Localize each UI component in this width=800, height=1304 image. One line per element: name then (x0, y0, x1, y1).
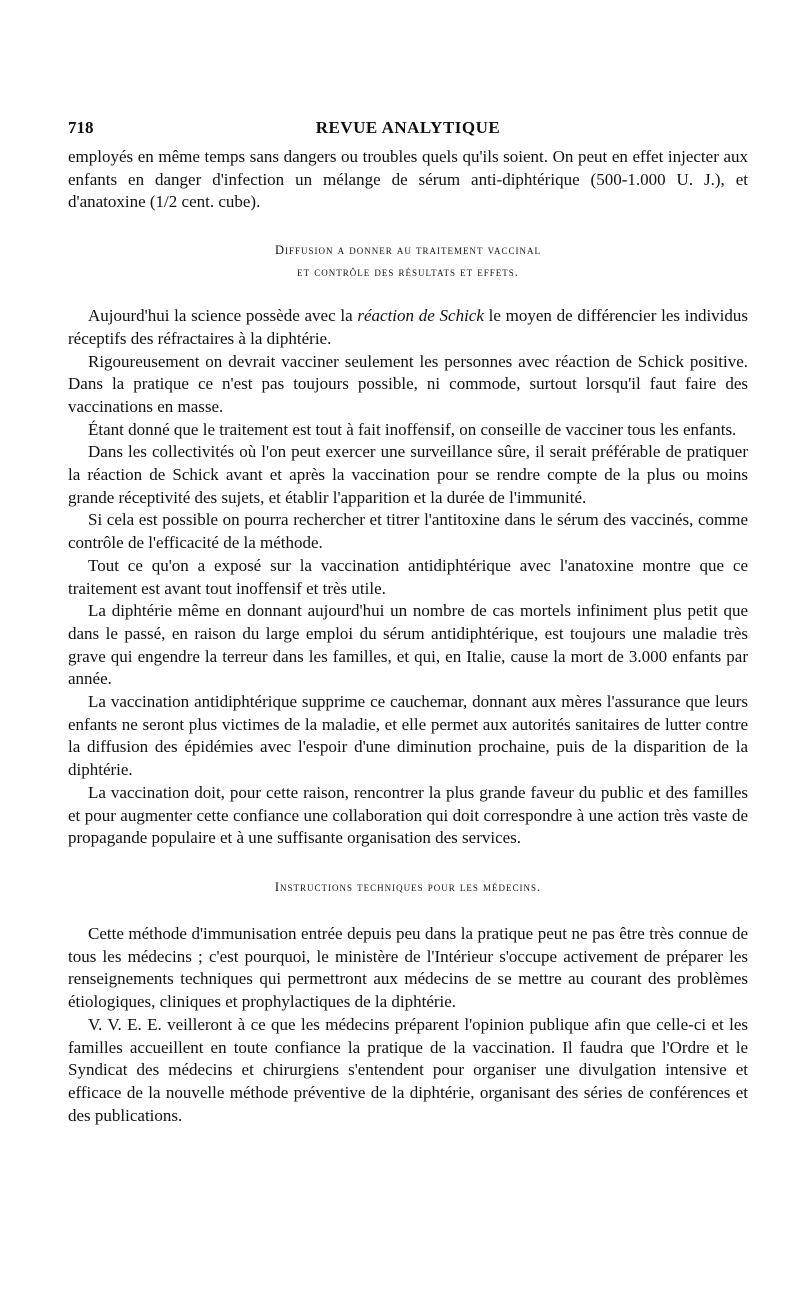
paragraph: Étant donné que le traitement est tout à fait inoffensif, on conseille de vacciner tous les enfants. (88, 419, 737, 439)
section-heading-line: Diffusion a donner au traitement vaccinal (275, 243, 541, 258)
paragraph: Tout ce qu'on a exposé sur la vaccination antidiphtérique avec l'anatoxine montre que ce traitement est avant tout inoffensif et très utile. (68, 555, 748, 598)
journal-page (68, 118, 748, 1127)
section-heading-instructions: Instructions techniques pour les médecins. (274, 879, 542, 894)
paragraph: La diphtérie même en donnant aujourd'hui un nombre de cas mortels infiniment plus petit que dans le passé, en raison du large emploi du sérum antidiphtérique, est toujours une maladie très grave qui engendre la terreur dans les familles, et qui, en Italie, cause la mort de 3.000 enfants par année. (68, 601, 748, 689)
paragraph: La vaccination doit, pour cette raison, rencontrer la plus grande faveur du public et des familles et pour augmenter cette confiance une collaboration qui doit correspondre à une action très vaste de propagande populaire et à une suffisante organisation des services. (68, 782, 748, 848)
paragraph: Si cela est possible on pourra rechercher et titrer l'antitoxine dans le sérum des vaccinés, comme contrôle de l'efficacité de la méthode. (68, 510, 748, 553)
page-number: 718 (68, 118, 94, 137)
section-heading-line: et contrôle des résultats et effets. (297, 265, 519, 280)
paragraph: V. V. E. E. veilleront à ce que les médecins préparent l'opinion publique afin que celle-ci et les familles accueillent en toute confiance la pratique de la vaccination. Il faudra que l'Ordre et le Syndicat des médecins et chirurgiens s'entendent pour organiser une divulgation intensive et efficace de la nouvelle méthode préventive de la diphtérie, organisant des séries de conférences et des publications. (68, 1014, 748, 1125)
paragraph-schick-intro: Aujourd'hui la science possède avec la réaction de Schick le moyen de différencier les individus réceptifs des réfractaires à la diphtérie. (68, 306, 749, 348)
paragraph: Dans les collectivités où l'on peut exercer une surveillance sûre, il serait préférable de pratiquer la réaction de Schick avant et après la vaccination pour se rendre compte de la plus ou moins grande réceptivité des sujets, et établir l'apparition et la durée de l'immunité. (68, 442, 748, 507)
section-heading-diffusion (68, 239, 748, 283)
paragraph: Rigoureusement on devrait vacciner seulement les personnes avec réaction de Schick positive. Dans la pratique ce n'est pas toujours possible, ni commode, surtout lorsqu'il faut faire des vaccinations en masse. (68, 351, 748, 416)
paragraph: La vaccination antidiphtérique supprime ce cauchemar, donnant aux mères l'assurance que leurs enfants ne seront plus victimes de la maladie, et elle permet aux autorités sanitaires de lutter contre la diffusion des épidémies avec l'espoir d'une diminution prochaine, puis de la disparition de la diphtérie. (68, 692, 748, 780)
journal-title: REVUE ANALYTIQUE (315, 118, 501, 137)
running-head (68, 118, 748, 146)
paragraph: Cette méthode d'immunisation entrée depuis peu dans la pratique peut ne pas être très connue de tous les médecins ; c'est pourquoi, le ministère de l'Intérieur s'occupe activement de préparer les renseignements techniques qui permettront aux médecins de se mettre au courant des problèmes étiologiques, cliniques et prophylactiques de la diphtérie. (68, 923, 748, 1012)
continued-paragraph: employés en même temps sans dangers ou troubles quels qu'ils soient. On peut en effet injecter aux enfants en danger d'infection un mélange de sérum anti-diphtérique (500-1.000 U. J.), et d'anatoxine (1/2 cent. cube). (68, 147, 748, 212)
emphasis-reaction-de-schick: réaction de Schick (357, 306, 484, 326)
